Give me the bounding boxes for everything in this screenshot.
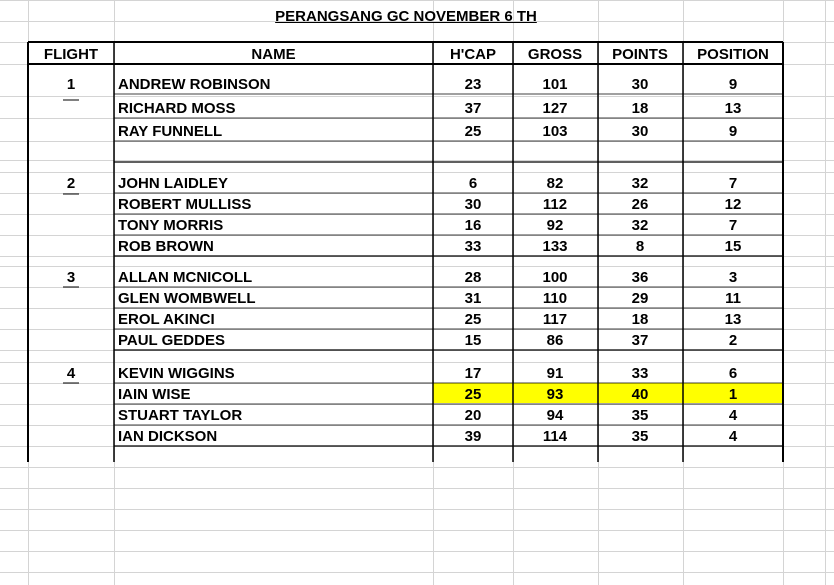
cell-position: 12 [724,196,742,213]
player-name: IAIN WISE [118,386,191,403]
cell-gross: 100 [542,269,568,286]
column-header-points: POINTS [612,46,668,63]
player-name: GLEN WOMBWELL [118,290,256,307]
column-header-gross: GROSS [527,46,583,63]
column-header-flight: FLIGHT [43,46,99,63]
player-name: ROBERT MULLISS [118,196,252,213]
cell-position: 4 [728,428,738,445]
cell-hcap: 6 [468,175,478,192]
cell-hcap: 37 [464,100,482,117]
flight-number: 1 [66,76,76,93]
player-name: EROL AKINCI [118,311,215,328]
cell-points: 32 [631,217,649,234]
cell-hcap: 31 [464,290,482,307]
cell-points: 37 [631,332,649,349]
cell-points: 30 [631,123,649,140]
player-name: KEVIN WIGGINS [118,365,235,382]
player-name: ROB BROWN [118,238,214,255]
player-name: PAUL GEDDES [118,332,225,349]
cell-hcap: 30 [464,196,482,213]
player-name: ALLAN MCNICOLL [118,269,253,286]
cell-hcap: 33 [464,238,482,255]
cell-position: 6 [728,365,738,382]
column-header-name: NAME [251,46,296,63]
flight-number: 2 [66,175,76,192]
cell-points: 8 [635,238,645,255]
player-name: RAY FUNNELL [118,123,223,140]
flight-number: 3 [66,269,76,286]
player-name: ANDREW ROBINSON [118,76,271,93]
column-header-hcap: H'CAP [449,46,497,63]
cell-points: 32 [631,175,649,192]
cell-points: 18 [631,311,649,328]
player-name: RICHARD MOSS [118,100,236,117]
column-header-position: POSITION [697,46,769,63]
cell-gross: 94 [546,407,564,424]
cell-position: 7 [728,175,738,192]
cell-hcap: 16 [464,217,482,234]
cell-position: 4 [728,407,738,424]
cell-points: 18 [631,100,649,117]
cell-gross: 103 [542,123,568,140]
player-name: JOHN LAIDLEY [118,175,229,192]
cell-position: 2 [728,332,738,349]
cell-gross: 110 [542,290,568,307]
cell-points: 35 [631,428,649,445]
cell-gross: 82 [546,175,564,192]
cell-position: 15 [724,238,742,255]
player-name: IAN DICKSON [118,428,218,445]
cell-points: 40 [631,386,649,403]
cell-hcap: 28 [464,269,482,286]
cell-hcap: 25 [464,386,482,403]
player-name: STUART TAYLOR [118,407,243,424]
cell-position: 1 [728,386,738,403]
cell-points: 36 [631,269,649,286]
cell-position: 13 [724,100,742,117]
cell-gross: 93 [546,386,564,403]
cell-hcap: 20 [464,407,482,424]
cell-gross: 86 [546,332,564,349]
cell-gross: 112 [542,196,568,213]
cell-position: 11 [725,290,741,307]
cell-points: 35 [631,407,649,424]
cell-points: 29 [631,290,649,307]
cell-hcap: 15 [464,332,482,349]
cell-hcap: 39 [464,428,482,445]
cell-gross: 117 [542,311,568,328]
cell-position: 3 [728,269,738,286]
cell-gross: 133 [542,238,568,255]
page-title: PERANGSANG GC NOVEMBER 6 TH [275,7,537,25]
cell-points: 30 [631,76,649,93]
flight-number: 4 [66,365,76,382]
cell-gross: 101 [542,76,568,93]
cell-points: 33 [631,365,649,382]
cell-hcap: 23 [464,76,482,93]
cell-hcap: 17 [464,365,482,382]
cell-position: 9 [728,76,738,93]
cell-gross: 127 [542,100,568,117]
cell-position: 13 [724,311,742,328]
cell-position: 7 [728,217,738,234]
player-name: TONY MORRIS [118,217,224,234]
cell-hcap: 25 [464,123,482,140]
cell-points: 26 [631,196,649,213]
cell-gross: 91 [546,365,564,382]
cell-hcap: 25 [464,311,482,328]
cell-gross: 92 [546,217,564,234]
cell-gross: 114 [542,428,568,445]
cell-position: 9 [728,123,738,140]
